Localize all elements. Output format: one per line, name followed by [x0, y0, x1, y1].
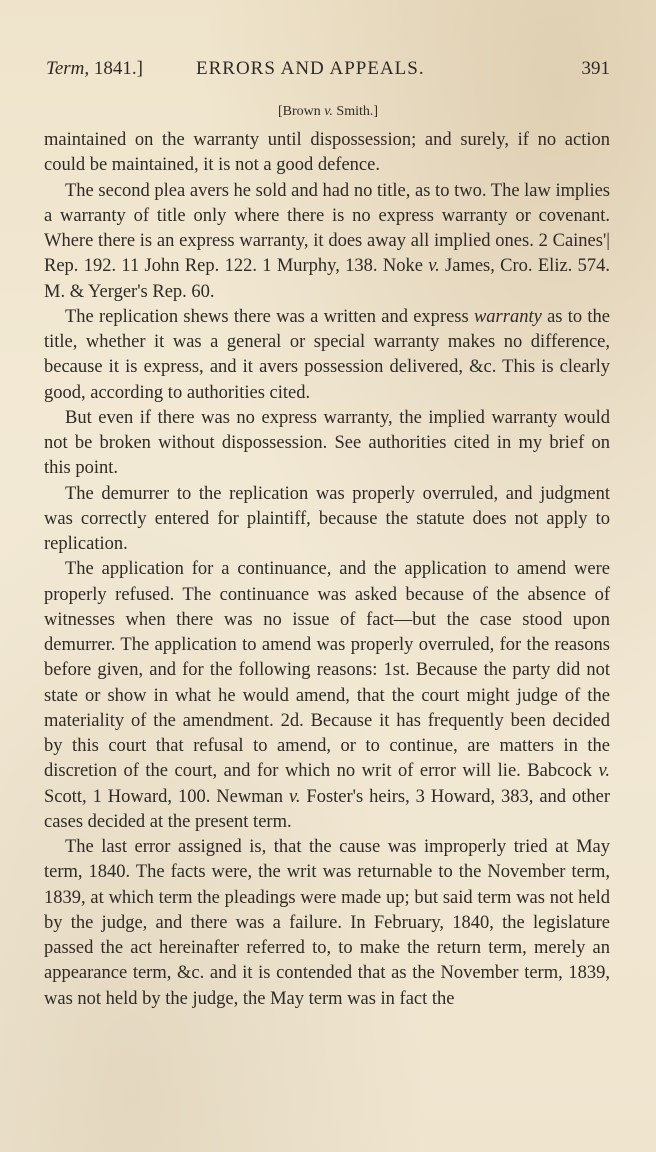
paragraph	[44, 406, 610, 482]
italic-text: v.	[289, 786, 301, 807]
running-head	[46, 58, 610, 88]
paragraph	[44, 305, 610, 406]
paragraph	[44, 128, 610, 179]
running-head-title: ERRORS AND APPEALS.	[196, 58, 425, 79]
paragraph-text: But even if there was no express warranty, the implied warranty would not be broken without dispossession. See authorities cited in my brief on this point.	[44, 407, 610, 479]
paragraph-text: James, Cro. Eliz. 574. M. & Yerger's Rep. 60.	[44, 256, 610, 302]
case-heading-versus: v.	[324, 104, 333, 119]
paragraph	[44, 179, 610, 305]
paragraph	[44, 835, 610, 1012]
case-heading	[0, 104, 656, 120]
page-number: 391	[581, 58, 610, 79]
paragraph-text: Foster's heirs, 3 Howard, 383, and other cases decided at the present term.	[44, 786, 611, 832]
italic-text: warranty	[473, 306, 542, 327]
paragraph	[44, 557, 610, 835]
paragraph-text: The demurrer to the replication was properly overruled, and judgment was correctly entered for plaintiff, because the statute does not apply to replication.	[44, 483, 610, 554]
case-heading-close: Smith.]	[332, 104, 379, 119]
paragraph-text: as to the title, whether it was a general or special warranty makes no difference, because it is express, and it avers possession delivered, &c. This is clearly good, according to authorities cited.	[44, 306, 610, 403]
italic-text: v.	[598, 761, 610, 782]
running-head-term	[46, 58, 143, 80]
paragraph	[44, 482, 610, 558]
case-heading-open: [Brown	[277, 104, 325, 119]
italic-text: v.	[428, 256, 440, 277]
paragraph-text: maintained on the warranty until dispossession; and surely, if no action could be maintained, it is not a good defence.	[44, 130, 610, 176]
body-text	[44, 128, 610, 1012]
term-year: 1841.]	[89, 58, 143, 79]
paragraph-text: The last error assigned is, that the cause was improperly tried at May term, 1840. The facts were, the writ was returnable to the November term, 1839, at which term the pleadings were made up; but said term was not held by the judge, and there was a failure. In February, 1840, the legislature passed the act hereinafter referred to, to make the return term, merely an appearance term, &c. and it is contended that as the November term, 1839, was not held by the judge, the May term was in fact the	[44, 837, 610, 1009]
paragraph-text: The replication shews there was a written and express	[65, 306, 474, 327]
term-label: Term,	[46, 58, 90, 79]
paragraph-text: The application for a continuance, and the application to amend were properly refused. The continuance was asked because of the absence of witnesses when there was no issue of fact—but the case stood upon demurrer. The application to amend was properly overruled, for the reasons before given, and for the following reasons: 1st. Because the party did not state or show in what he would amend, that the court might judge of the materiality of the amendment. 2d. Because it has frequently been decided by this court that refusal to amend, or to continue, are matters in the discretion of the court, and for which no writ of error will lie. Babcock	[44, 559, 610, 782]
paragraph-text: Scott, 1 Howard, 100. Newman	[44, 786, 289, 807]
paragraph-text: The second plea avers he sold and had no title, as to two. The law implies a warranty of title only where there is no express warranty or covenant. Where there is an express warranty, it does away all implied ones. 2 Caines'| Rep. 192. 11 John Rep. 122. 1 Murphy, 138. Noke	[44, 180, 610, 277]
